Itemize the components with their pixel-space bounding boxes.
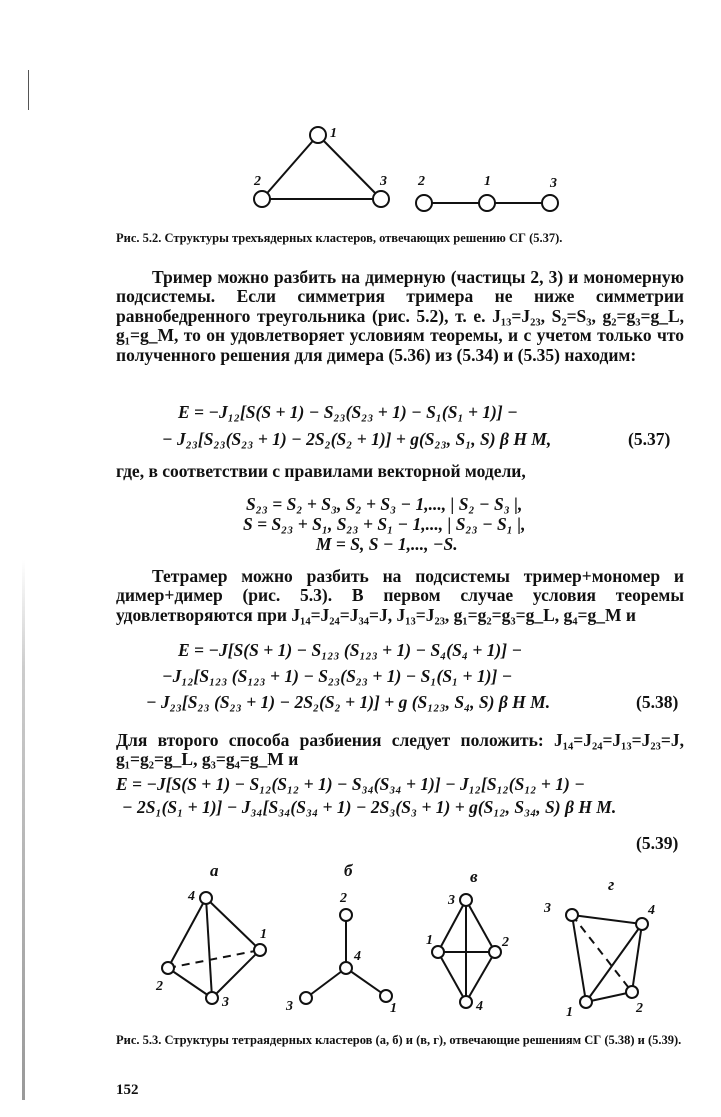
chain-vertex-3: [542, 195, 558, 211]
paragraph-trimer: [116, 268, 684, 365]
chain-vertex-1: [479, 195, 495, 211]
eq-5-37-line-1: E = −J₁₂[S(S + 1) − S₂₃(S₂₃ + 1) − S₁(S₁ + 1)] −: [178, 402, 518, 422]
figure-5-2: [240, 115, 580, 220]
panel-label-b: б: [344, 861, 353, 880]
eq-5-39-number: (5.39): [636, 833, 679, 853]
panel-b-graph: [300, 909, 392, 1004]
chain-label-2: 3: [550, 176, 557, 191]
chain-label-1: 1: [484, 174, 491, 189]
paragraph-second-method-text: Для второго способа разбиения следует положить: J₁₄=J₂₄=J₁₃=J₂₃=J, g₁=g₂=g_L, g₃=g₄=g_M и: [116, 730, 684, 770]
label-right: 3: [380, 174, 387, 189]
eq-5-37-line-2: − J₂₃[S₂₃(S₂₃ + 1) − 2S₂(S₂ + 1)] + g(S₂₃, S₁, S) β H M,: [162, 429, 552, 449]
paragraph-vector-model: [116, 462, 684, 481]
vector-rule-1: S₂₃ = S₂ + S₃, S₂ + S₃ − 1,..., | S₂ − S₃ |,: [246, 494, 523, 514]
g-label-3: 3: [544, 901, 551, 916]
chain-vertex-2: [416, 195, 432, 211]
panel-label-a: а: [210, 861, 219, 880]
panel-v-graph: [432, 894, 501, 1008]
a-label-4: 4: [188, 889, 195, 904]
a-label-2: 2: [156, 979, 163, 994]
panel-g-graph: [566, 909, 648, 1008]
eq-5-39-line-2: − 2S₁(S₁ + 1)] − J₃₄[S₃₄(S₃₄ + 1) − 2S₃(S₃ + 1) + g(S₁₂, S₃₄, S) β H M.: [122, 797, 617, 817]
g-label-4: 4: [648, 903, 655, 918]
vertex-1: [310, 127, 326, 143]
page-number: 152: [116, 1082, 139, 1098]
page-binding-mark: [28, 70, 29, 110]
paragraph-vector-model-text: где, в соответствии с правилами векторной модели,: [116, 461, 526, 481]
paragraph-tetramer: [116, 567, 684, 625]
panel-label-v: в: [470, 867, 478, 886]
eq-5-38-line-1: E = −J[S(S + 1) − S₁₂₃ (S₁₂₃ + 1) − S₄(S₄ + 1)] −: [178, 640, 523, 660]
vector-rule-3: M = S, S − 1,..., −S.: [316, 534, 458, 554]
v-label-1: 1: [426, 933, 433, 948]
figure-5-3-caption: Рис. 5.3. Структуры тетраядерных кластеров (а, б) и (в, г), отвечающие решениям СГ (5.38) и (5.39).: [116, 1033, 682, 1047]
label-top: 1: [330, 126, 337, 141]
vertex-3: [373, 191, 389, 207]
chain-label-0: 2: [418, 174, 425, 189]
vertex-2: [254, 191, 270, 207]
paragraph-tetramer-text: Тетрамер можно разбить на подсистемы тример+мономер и димер+димер (рис. 5.3). В первом случае условия теоремы удовлетворяются при J₁₄=J₂₄=J₃₄=J, J₁₃=J₂₃, g₁=g₂=g₃=g_L, g₄=g_M и: [116, 566, 684, 625]
g-label-2: 2: [636, 1001, 643, 1016]
panel-a-graph: [162, 892, 266, 1004]
eq-5-39-line-1: E = −J[S(S + 1) − S₁₂(S₁₂ + 1) − S₃₄(S₃₄ + 1)] − J₁₂[S₁₂(S₁₂ + 1) −: [116, 774, 585, 794]
vector-rule-2: S = S₂₃ + S₁, S₂₃ + S₁ − 1,..., | S₂₃ − S₁ |,: [243, 514, 526, 534]
b-label-1: 1: [390, 1001, 397, 1016]
eq-5-38-line-3: − J₂₃[S₂₃ (S₂₃ + 1) − 2S₂(S₂ + 1)] + g (S₁₂₃, S₄, S) β H M.: [146, 692, 551, 712]
label-left: 2: [254, 174, 261, 189]
eq-5-38-line-2: −J₁₂[S₁₂₃ (S₁₂₃ + 1) − S₂₃(S₂₃ + 1) − S₁(S₁ + 1)] −: [162, 666, 513, 686]
v-label-3: 3: [448, 893, 455, 908]
paragraph-trimer-text: Тример можно разбить на димерную (частицы 2, 3) и мономерную подсистемы. Если симметрия тримера не ниже симметрии равнобедренного треугольника (рис. 5.2), т. е. J₁₃=J₂₃, S₂=S₃, g₂=g₃=g_L, g₁=g_M, то он удовлетворяет условиям теоремы, и с учетом только что полученного решения для димера (5.36) из (5.34) и (5.35) находим:: [116, 267, 684, 365]
page-binding-shadow: [22, 560, 25, 1100]
figure-5-3: [140, 860, 700, 1030]
b-label-2: 2: [340, 891, 347, 906]
b-label-4: 4: [354, 949, 361, 964]
panel-label-g: г: [608, 875, 615, 894]
v-label-2: 2: [502, 935, 509, 950]
eq-5-37-number: (5.37): [628, 429, 671, 449]
edge-1-2: [262, 135, 318, 199]
a-label-1: 1: [260, 927, 267, 942]
edge-1-3: [318, 135, 381, 199]
a-label-3: 3: [222, 995, 229, 1010]
g-label-1: 1: [566, 1005, 573, 1020]
paragraph-second-method: [116, 731, 684, 770]
v-label-4: 4: [476, 999, 483, 1014]
b-label-3: 3: [286, 999, 293, 1014]
eq-5-38-number: (5.38): [636, 692, 679, 712]
figure-5-2-caption: Рис. 5.2. Структуры трехъядерных кластеров, отвечающих решению СГ (5.37).: [116, 231, 563, 245]
